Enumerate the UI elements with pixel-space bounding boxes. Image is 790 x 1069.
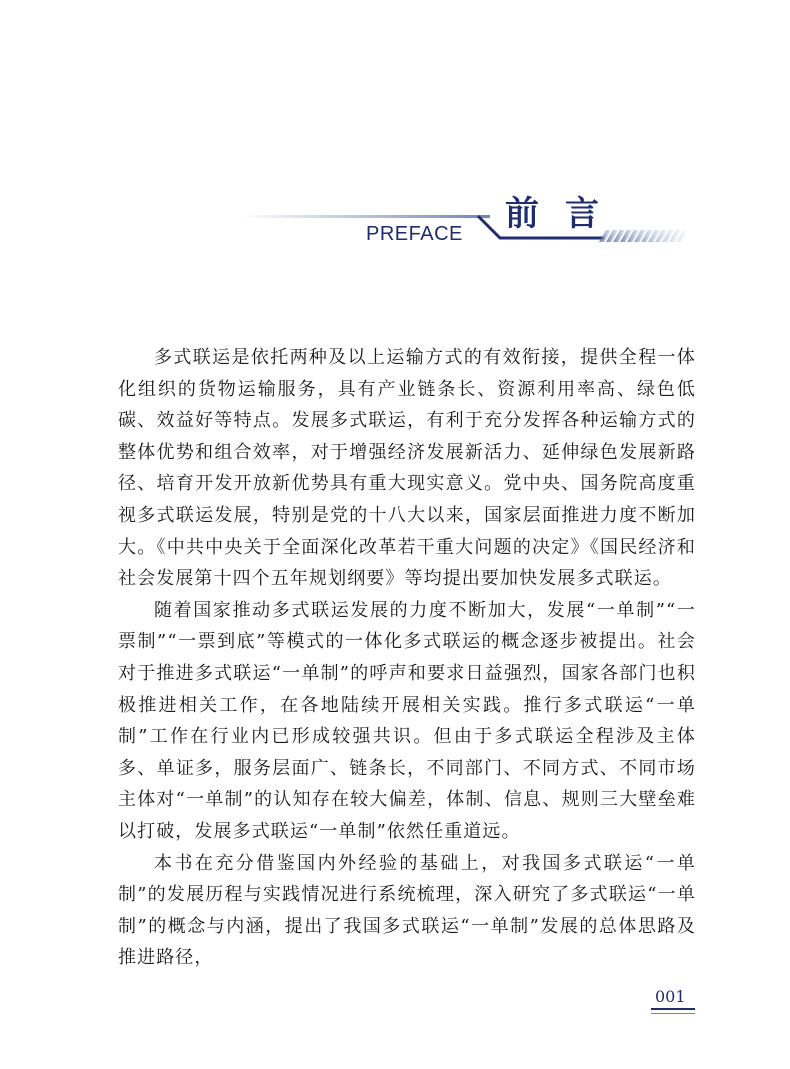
chapter-title: 前言 xyxy=(505,194,625,234)
page-number: 001 xyxy=(655,987,686,1006)
paragraph: 多式联运是依托两种及以上运输方式的有效衔接，提供全程一体化组织的货物运输服务，具有产业链条长、资源利用率高、绿色低碳、效益好等特点。发展多式联运，有利于充分发挥各种运输方式的整体优势和组合效率，对于增强经济发展新活力、延伸绿色发展新路径、培育开发开放新优势具有重大现实意义。党中央、国务院高度重视多式联运发展，特别是党的十八大以来，国家层面推进力度不断加大。《中共中央关于全面深化改革若干重大问题的决定》《国民经济和社会发展第十四个五年规划纲要》等均提出要加快发展多式联运。 xyxy=(118,347,696,590)
left-rule xyxy=(240,215,490,218)
page-number-rule-thin xyxy=(651,1013,695,1014)
paragraph: 随着国家推动多式联运发展的力度不断加大，发展“一单制”“一票制”“一票到底”等模式的一体化多式联运的概念逐步被提出。社会对于推进多式联运“一单制”的呼声和要求日益强烈，国家各部门也积极推进相关工作，在各地陆续开展相关实践。推行多式联运“一单制”工作在行业内已形成较强共识。但由于多式联运全程涉及主体多、单证多，服务层面广、链条长，不同部门、不同方式、不同市场主体对“一单制”的认知存在较大偏差，体制、信息、规则三大壁垒难以打破，发展多式联运“一单制”依然任重道远。 xyxy=(118,599,696,842)
paragraph: 本书在充分借鉴国内外经验的基础上，对我国多式联运“一单制”的发展历程与实践情况进行系统梳理，深入研究了多式联运“一单制”的概念与内涵，提出了我国多式联运“一单制”发展的总体思路及推进路径， xyxy=(118,852,696,969)
chapter-title-english: PREFACE xyxy=(366,223,463,245)
header-decoration xyxy=(0,0,790,260)
page-number-rule xyxy=(651,1008,695,1010)
preface-body xyxy=(118,342,696,974)
preface-header xyxy=(0,0,790,260)
